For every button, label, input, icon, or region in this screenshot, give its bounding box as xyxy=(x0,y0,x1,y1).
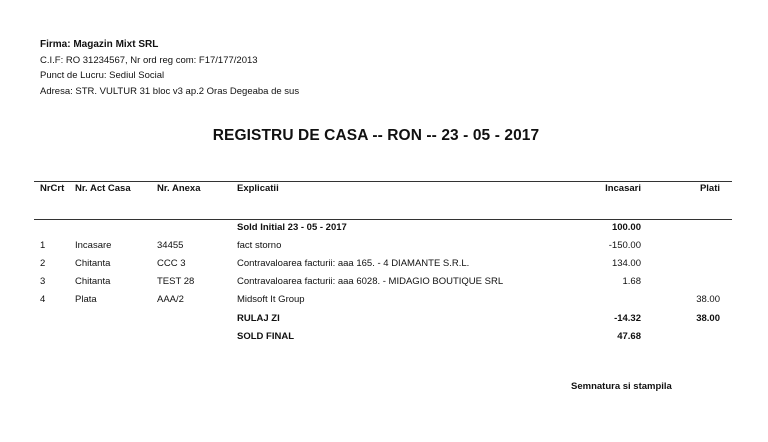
header-nrcrt: NrCrt xyxy=(40,183,65,194)
document-title-text: REGISTRU DE CASA -- RON -- 23 - 05 - 2017 xyxy=(212,127,540,144)
header-anexa: Nr. Anexa xyxy=(157,183,201,194)
row-act: Plata xyxy=(75,294,97,305)
row-anexa: AAA/2 xyxy=(157,294,184,305)
row-nr: 4 xyxy=(40,294,46,305)
header-act-casa: Nr. Act Casa xyxy=(75,183,131,194)
row-anexa: TEST 28 xyxy=(157,276,195,287)
rulaj-plati: 38.00 xyxy=(696,313,720,324)
company-cif: C.I.F: RO 31234567, Nr ord reg com: F17/177/2013 xyxy=(40,54,258,66)
company-work-point: Punct de Lucru: Sediul Social xyxy=(40,70,165,81)
table-top-rule xyxy=(34,181,732,182)
row-act: Incasare xyxy=(75,240,112,251)
header-explicatii: Explicatii xyxy=(237,183,279,194)
header-plati: Plati xyxy=(699,183,720,194)
row-incasari: -150.00 xyxy=(608,240,641,251)
row-act: Chitanta xyxy=(75,276,111,287)
document-title xyxy=(0,127,768,145)
signature-label: Semnatura si stampila xyxy=(571,381,672,392)
row-act: Chitanta xyxy=(75,258,111,269)
row-plati: 38.00 xyxy=(696,294,720,305)
sold-initial-incasari: 100.00 xyxy=(611,222,641,233)
table-header-rule xyxy=(34,219,732,220)
row-explicatii: Contravaloarea facturii: aaa 6028. - MIDAGIO BOUTIQUE SRL xyxy=(237,276,504,287)
sold-initial-label: Sold Initial 23 - 05 - 2017 xyxy=(237,222,347,233)
row-nr: 3 xyxy=(40,276,46,287)
company-info xyxy=(40,37,299,99)
company-name: Firma: Magazin Mixt SRL xyxy=(40,39,159,50)
row-anexa: CCC 3 xyxy=(157,258,186,269)
row-explicatii: fact storno xyxy=(237,240,282,251)
row-nr: 2 xyxy=(40,258,46,269)
row-anexa: 34455 xyxy=(157,240,184,251)
company-address: Adresa: STR. VULTUR 31 bloc v3 ap.2 Oras Degeaba de sus xyxy=(40,85,300,97)
row-explicatii: Contravaloarea facturii: aaa 165. - 4 DIAMANTE S.R.L. xyxy=(237,258,470,269)
sold-final-label: SOLD FINAL xyxy=(237,331,294,342)
rulaj-label: RULAJ ZI xyxy=(237,313,280,324)
row-nr: 1 xyxy=(40,240,46,251)
sold-final-incasari: 47.68 xyxy=(617,331,641,342)
row-incasari: 1.68 xyxy=(622,276,641,287)
rulaj-incasari: -14.32 xyxy=(614,313,641,324)
header-incasari: Incasari xyxy=(605,183,641,194)
row-explicatii: Midsoft It Group xyxy=(237,294,305,305)
row-incasari: 134.00 xyxy=(611,258,641,269)
